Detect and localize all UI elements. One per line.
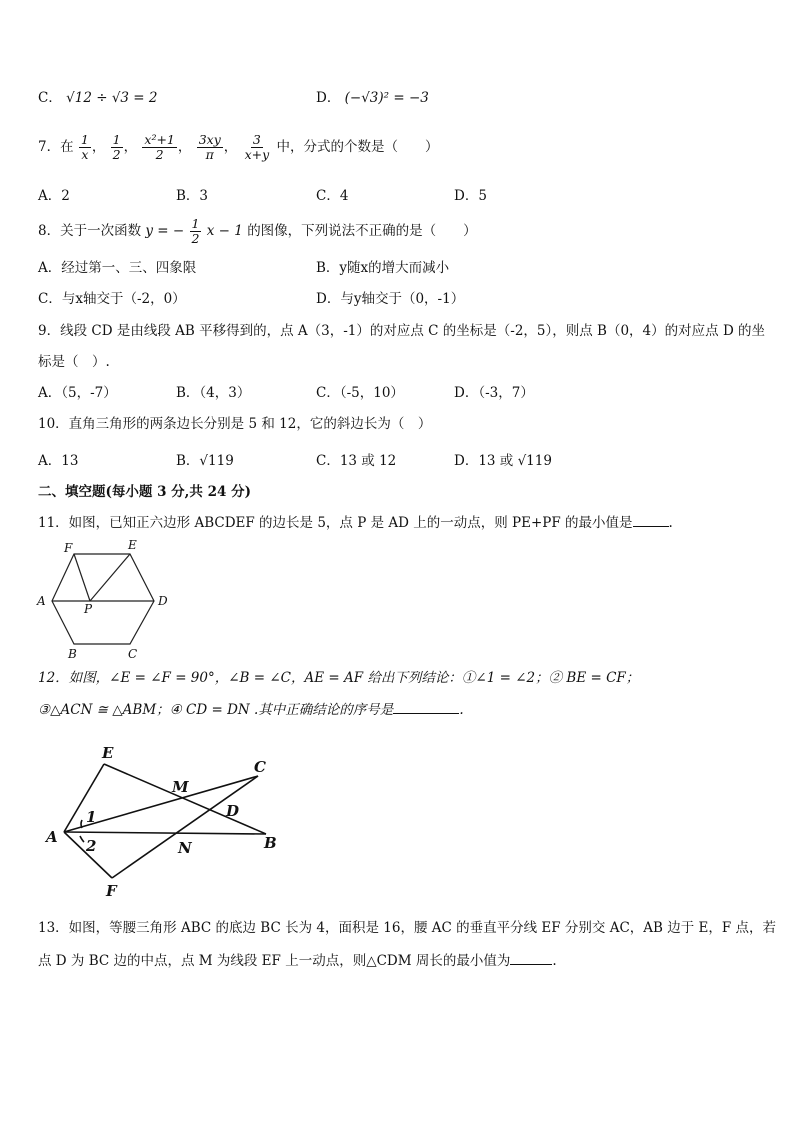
label-c: C bbox=[254, 758, 266, 776]
q13-answer-blank[interactable] bbox=[510, 950, 552, 965]
q8-option-b[interactable]: B．y随x的增大而减小 bbox=[316, 260, 450, 276]
label-a: A bbox=[46, 828, 58, 846]
label-b: B bbox=[68, 647, 77, 661]
label-d: D bbox=[226, 802, 240, 820]
q9-option-d[interactable]: D．（-3，7） bbox=[454, 385, 534, 401]
label-p: P bbox=[84, 602, 93, 616]
q12-answer-blank[interactable] bbox=[393, 699, 459, 714]
q12-stem-line2: ③△ACN ≅ △ABM；④ CD = DN .其中正确结论的序号是 . bbox=[38, 699, 464, 720]
label-c: C bbox=[128, 647, 138, 661]
angle-2-arc bbox=[80, 836, 84, 842]
section-title-fill-in: 二、填空题(每小题 3 分,共 24 分) bbox=[38, 484, 251, 500]
q7-fraction-4: $\frac{3xy}{\pi}$ bbox=[198, 132, 221, 162]
label-f: F bbox=[106, 882, 117, 900]
q10-option-d[interactable]: D．13 或 √119 bbox=[454, 453, 552, 469]
q7-fraction-1: $\frac{1}{x}$ bbox=[80, 132, 89, 162]
segment-pe bbox=[90, 554, 130, 601]
q8-option-a[interactable]: A．经过第一、三、四象限 bbox=[38, 260, 197, 276]
q7-fraction-2: $\frac{1}{2}$ bbox=[112, 132, 121, 162]
q7-fraction-5: $\frac{3}{x+y}$ bbox=[244, 132, 270, 162]
q8-option-c[interactable]: C．与x轴交于（-2，0） bbox=[38, 291, 186, 307]
q13-stem-line1: 13．如图，等腰三角形 ABC 的底边 BC 长为 4，面积是 16，腰 AC 的垂直平分线 EF 分别交 AC，AB 边于 E，F 点，若 bbox=[38, 920, 777, 936]
q11-stem: 11．如图，已知正六边形 ABCDEF 的边长是 5，点 P 是 AD 上的一动点，则 PE+PF 的最小值是 . bbox=[38, 512, 673, 533]
q9-option-a[interactable]: A．（5，-7） bbox=[38, 385, 117, 401]
q10-stem: 10．直角三角形的两条边长分别是 5 和 12，它的斜边长为（ ） bbox=[38, 416, 432, 432]
q11-answer-blank[interactable] bbox=[633, 512, 669, 527]
label-n: N bbox=[178, 839, 192, 857]
q9-stem-line2: 标是（ ）. bbox=[38, 354, 110, 370]
label-m: M bbox=[172, 778, 189, 796]
q7-option-d[interactable]: D．5 bbox=[454, 188, 487, 204]
label-angle-2: 2 bbox=[86, 837, 97, 855]
q7-option-c[interactable]: C．4 bbox=[316, 188, 349, 204]
q9-option-c[interactable]: C．（-5，10） bbox=[316, 385, 404, 401]
label-a: A bbox=[37, 594, 46, 608]
q8-option-d[interactable]: D．与y轴交于（0，-1） bbox=[316, 291, 465, 307]
label-e: E bbox=[128, 538, 137, 552]
q7-fraction-3: $\frac{\text{x²+1}}{2}$ bbox=[144, 132, 175, 162]
q13-stem-line2: 点 D 为 BC 边的中点，点 M 为线段 EF 上一动点，则△CDM 周长的最小值为 . bbox=[38, 950, 557, 971]
label-d: D bbox=[158, 594, 168, 608]
q6-option-c-expression: √12 ÷ √3 = 2 bbox=[66, 90, 158, 106]
q8-stem: 8．关于一次函数 y = − $\frac{1}{2}$ x − 1 的图像，下列说法不正确的是（ ） bbox=[38, 216, 477, 246]
triangle-figure bbox=[40, 738, 290, 902]
hexagon-figure bbox=[34, 536, 184, 662]
label-angle-1: 1 bbox=[86, 808, 97, 826]
q6-option-d-expression: (−√3)² = −3 bbox=[344, 90, 429, 106]
q12-stem-line1: 12．如图，∠E = ∠F = 90°，∠B = ∠C，AE = AF 给出下列结论：①∠1 = ∠2；② BE = CF； bbox=[38, 670, 640, 686]
q10-option-c[interactable]: C．13 或 12 bbox=[316, 453, 397, 469]
hexagon-outline bbox=[52, 554, 154, 644]
q6-option-d[interactable]: D． (−√3)² = −3 bbox=[316, 90, 429, 106]
segment-ab bbox=[64, 832, 266, 834]
q9-option-b[interactable]: B．（4，3） bbox=[176, 385, 251, 401]
label-b: B bbox=[264, 834, 277, 852]
q9-stem-line1: 9．线段 CD 是由线段 AB 平移得到的，点 A（3，-1）的对应点 C 的坐标是（-2，5），则点 B（0，4）的对应点 D 的坐 bbox=[38, 323, 766, 339]
q6-option-c[interactable]: C． √12 ÷ √3 = 2 bbox=[38, 90, 158, 106]
q7-option-a[interactable]: A．2 bbox=[38, 188, 70, 204]
label-f: F bbox=[64, 541, 73, 555]
q10-option-a[interactable]: A．13 bbox=[38, 453, 79, 469]
angle-1-arc bbox=[81, 820, 82, 828]
q8-fraction: $\frac{1}{2}$ bbox=[191, 216, 200, 246]
q7-option-b[interactable]: B．3 bbox=[176, 188, 209, 204]
segment-eb bbox=[104, 764, 266, 834]
label-e: E bbox=[102, 744, 114, 762]
segment-pf bbox=[74, 554, 90, 601]
q7-stem: 7．在 $\frac{1}{x}$ ， $\frac{1}{2}$ ， $\frac{\text{x²+1}}{2}$ ， $\frac{3xy}{\pi}$ ， $\frac{3}{x+y}$ 中，分式的个数是（ ） bbox=[38, 132, 439, 162]
q10-option-b[interactable]: B．√119 bbox=[176, 453, 234, 469]
